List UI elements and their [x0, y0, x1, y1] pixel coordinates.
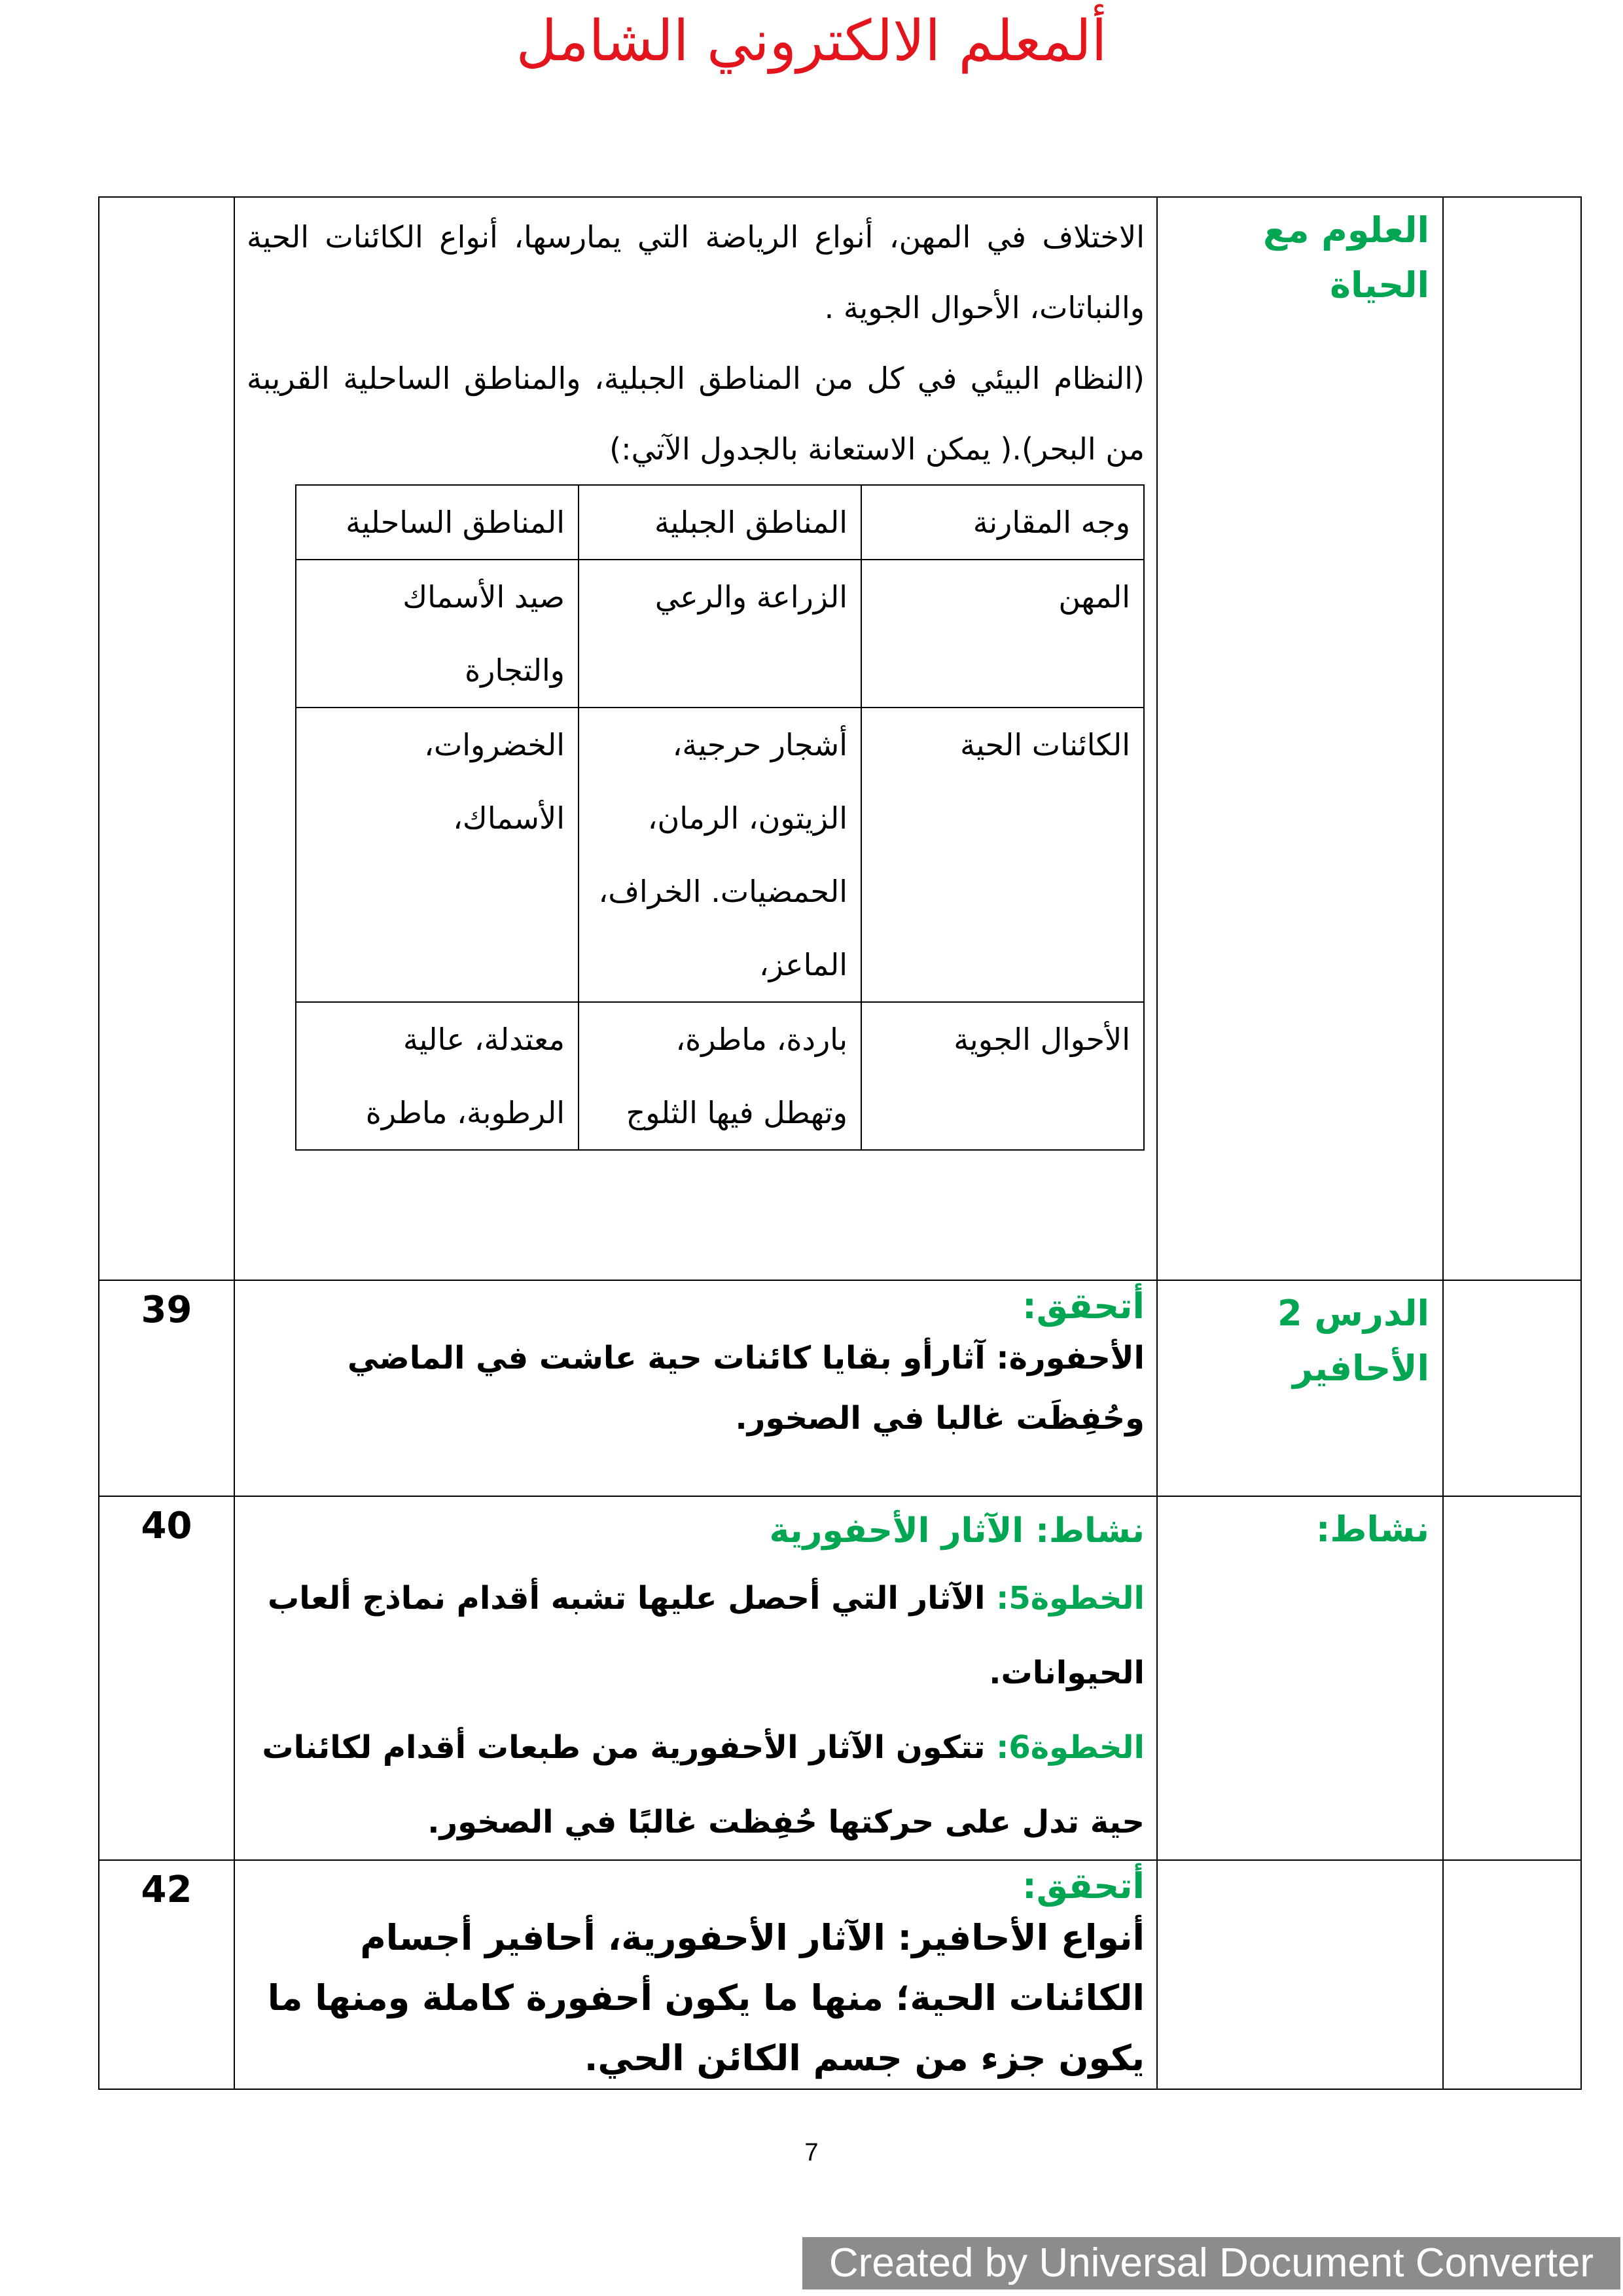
comparison-cell: الأحوال الجوية [861, 1002, 1144, 1150]
page-ref-cell [99, 1860, 234, 2089]
comparison-cell: صيد الأسماك والتجارة [296, 560, 579, 708]
comparison-cell: باردة، ماطرة، وتهطل فيها الثلوج [579, 1002, 861, 1150]
verify-label: أتحقق: [1022, 1285, 1145, 1327]
step-text: الآثار التي أحصل عليها تشبه أقدام نماذج ألعاب الحيوانات. [267, 1580, 1145, 1691]
comparison-header: المناطق الجبلية [579, 485, 861, 560]
content-cell [234, 1496, 1157, 1860]
page-number: 7 [804, 2139, 819, 2166]
row-title-cell [1157, 197, 1443, 1280]
comparison-header-row [296, 485, 1144, 560]
content-cell [234, 1860, 1157, 2089]
comparison-cell: المهن [861, 560, 1144, 708]
row-title-cell [1157, 1860, 1443, 2089]
activity-title: نشاط: الآثار الأحفورية [769, 1511, 1145, 1551]
empty-cell [1443, 1860, 1581, 2089]
row-title-cell [1157, 1496, 1443, 1860]
step-5 [247, 1561, 1145, 1710]
paragraph: (النظام البيئي في كل من المناطق الجبلية، والمناطق الساحلية القريبة من البحر).( يمكن الاستعانة بالجدول الآتي:) [247, 361, 1145, 467]
paragraph: الاختلاف في المهن، أنواع الرياضة التي يمارسها، أنواع الكائنات الحية والنباتات، الأحوال الجوية . [247, 219, 1145, 325]
table-row [99, 1860, 1581, 2089]
verify-label: أتحقق: [1022, 1865, 1145, 1907]
page-ref: 42 [141, 1869, 192, 1911]
comparison-header: وجه المقارنة [861, 485, 1144, 560]
comparison-cell: الخضروات، الأسماك، [296, 708, 579, 1002]
empty-cell [1443, 1496, 1581, 1860]
content-cell [234, 1280, 1157, 1496]
step-label: الخطوة6: [996, 1729, 1145, 1766]
table-row [99, 197, 1581, 1280]
row-title: العلوم مع الحياة [1263, 209, 1429, 306]
converter-watermark: Created by Universal Document Converter [802, 2237, 1620, 2289]
comparison-row [296, 1002, 1144, 1150]
table-row [99, 1496, 1581, 1860]
verify-text: الأحفورة: آثارأو بقايا كائنات حية عاشت في الماضي وحُفِظَت غالبا في الصخور. [347, 1340, 1145, 1437]
lesson-table [98, 196, 1582, 2090]
row-title: نشاط: [1315, 1509, 1429, 1550]
comparison-row [296, 560, 1144, 708]
empty-cell [1443, 197, 1581, 1280]
empty-cell [1443, 1280, 1581, 1496]
row-title: الدرس 2 الأحافير [1277, 1293, 1429, 1389]
page-ref: 39 [141, 1289, 192, 1331]
content-cell [234, 197, 1157, 1280]
comparison-header: المناطق الساحلية [296, 485, 579, 560]
step-text: تتكون الآثار الأحفورية من طبعات أقدام لكائنات حية تدل على حركتها حُفِظت غالبًا في الصخور. [262, 1729, 1145, 1840]
row-title-cell [1157, 1280, 1443, 1496]
comparison-cell: الزراعة والرعي [579, 560, 861, 708]
comparison-cell: الكائنات الحية [861, 708, 1144, 1002]
comparison-table [295, 484, 1145, 1151]
page-ref-cell [99, 197, 234, 1280]
verify-text: أنواع الأحافير: الآثار الأحفورية، أحافير أجسام الكائنات الحية؛ منها ما يكون أحفورة كاملة ومنها ما يكون جزء من جسم الكائن الحي. [267, 1917, 1145, 2079]
page-ref: 40 [141, 1505, 192, 1547]
comparison-cell: معتدلة، عالية الرطوبة، ماطرة [296, 1002, 579, 1150]
table-row [99, 1280, 1581, 1496]
page-header-title: ألمعلم الالكتروني الشامل [516, 9, 1107, 74]
page-ref-cell [99, 1280, 234, 1496]
step-6 [247, 1710, 1145, 1859]
page-ref-cell [99, 1496, 234, 1860]
comparison-row [296, 708, 1144, 1002]
step-label: الخطوة5: [996, 1580, 1145, 1617]
comparison-cell: أشجار حرجية، الزيتون، الرمان، الحمضيات. الخراف، الماعز، [579, 708, 861, 1002]
